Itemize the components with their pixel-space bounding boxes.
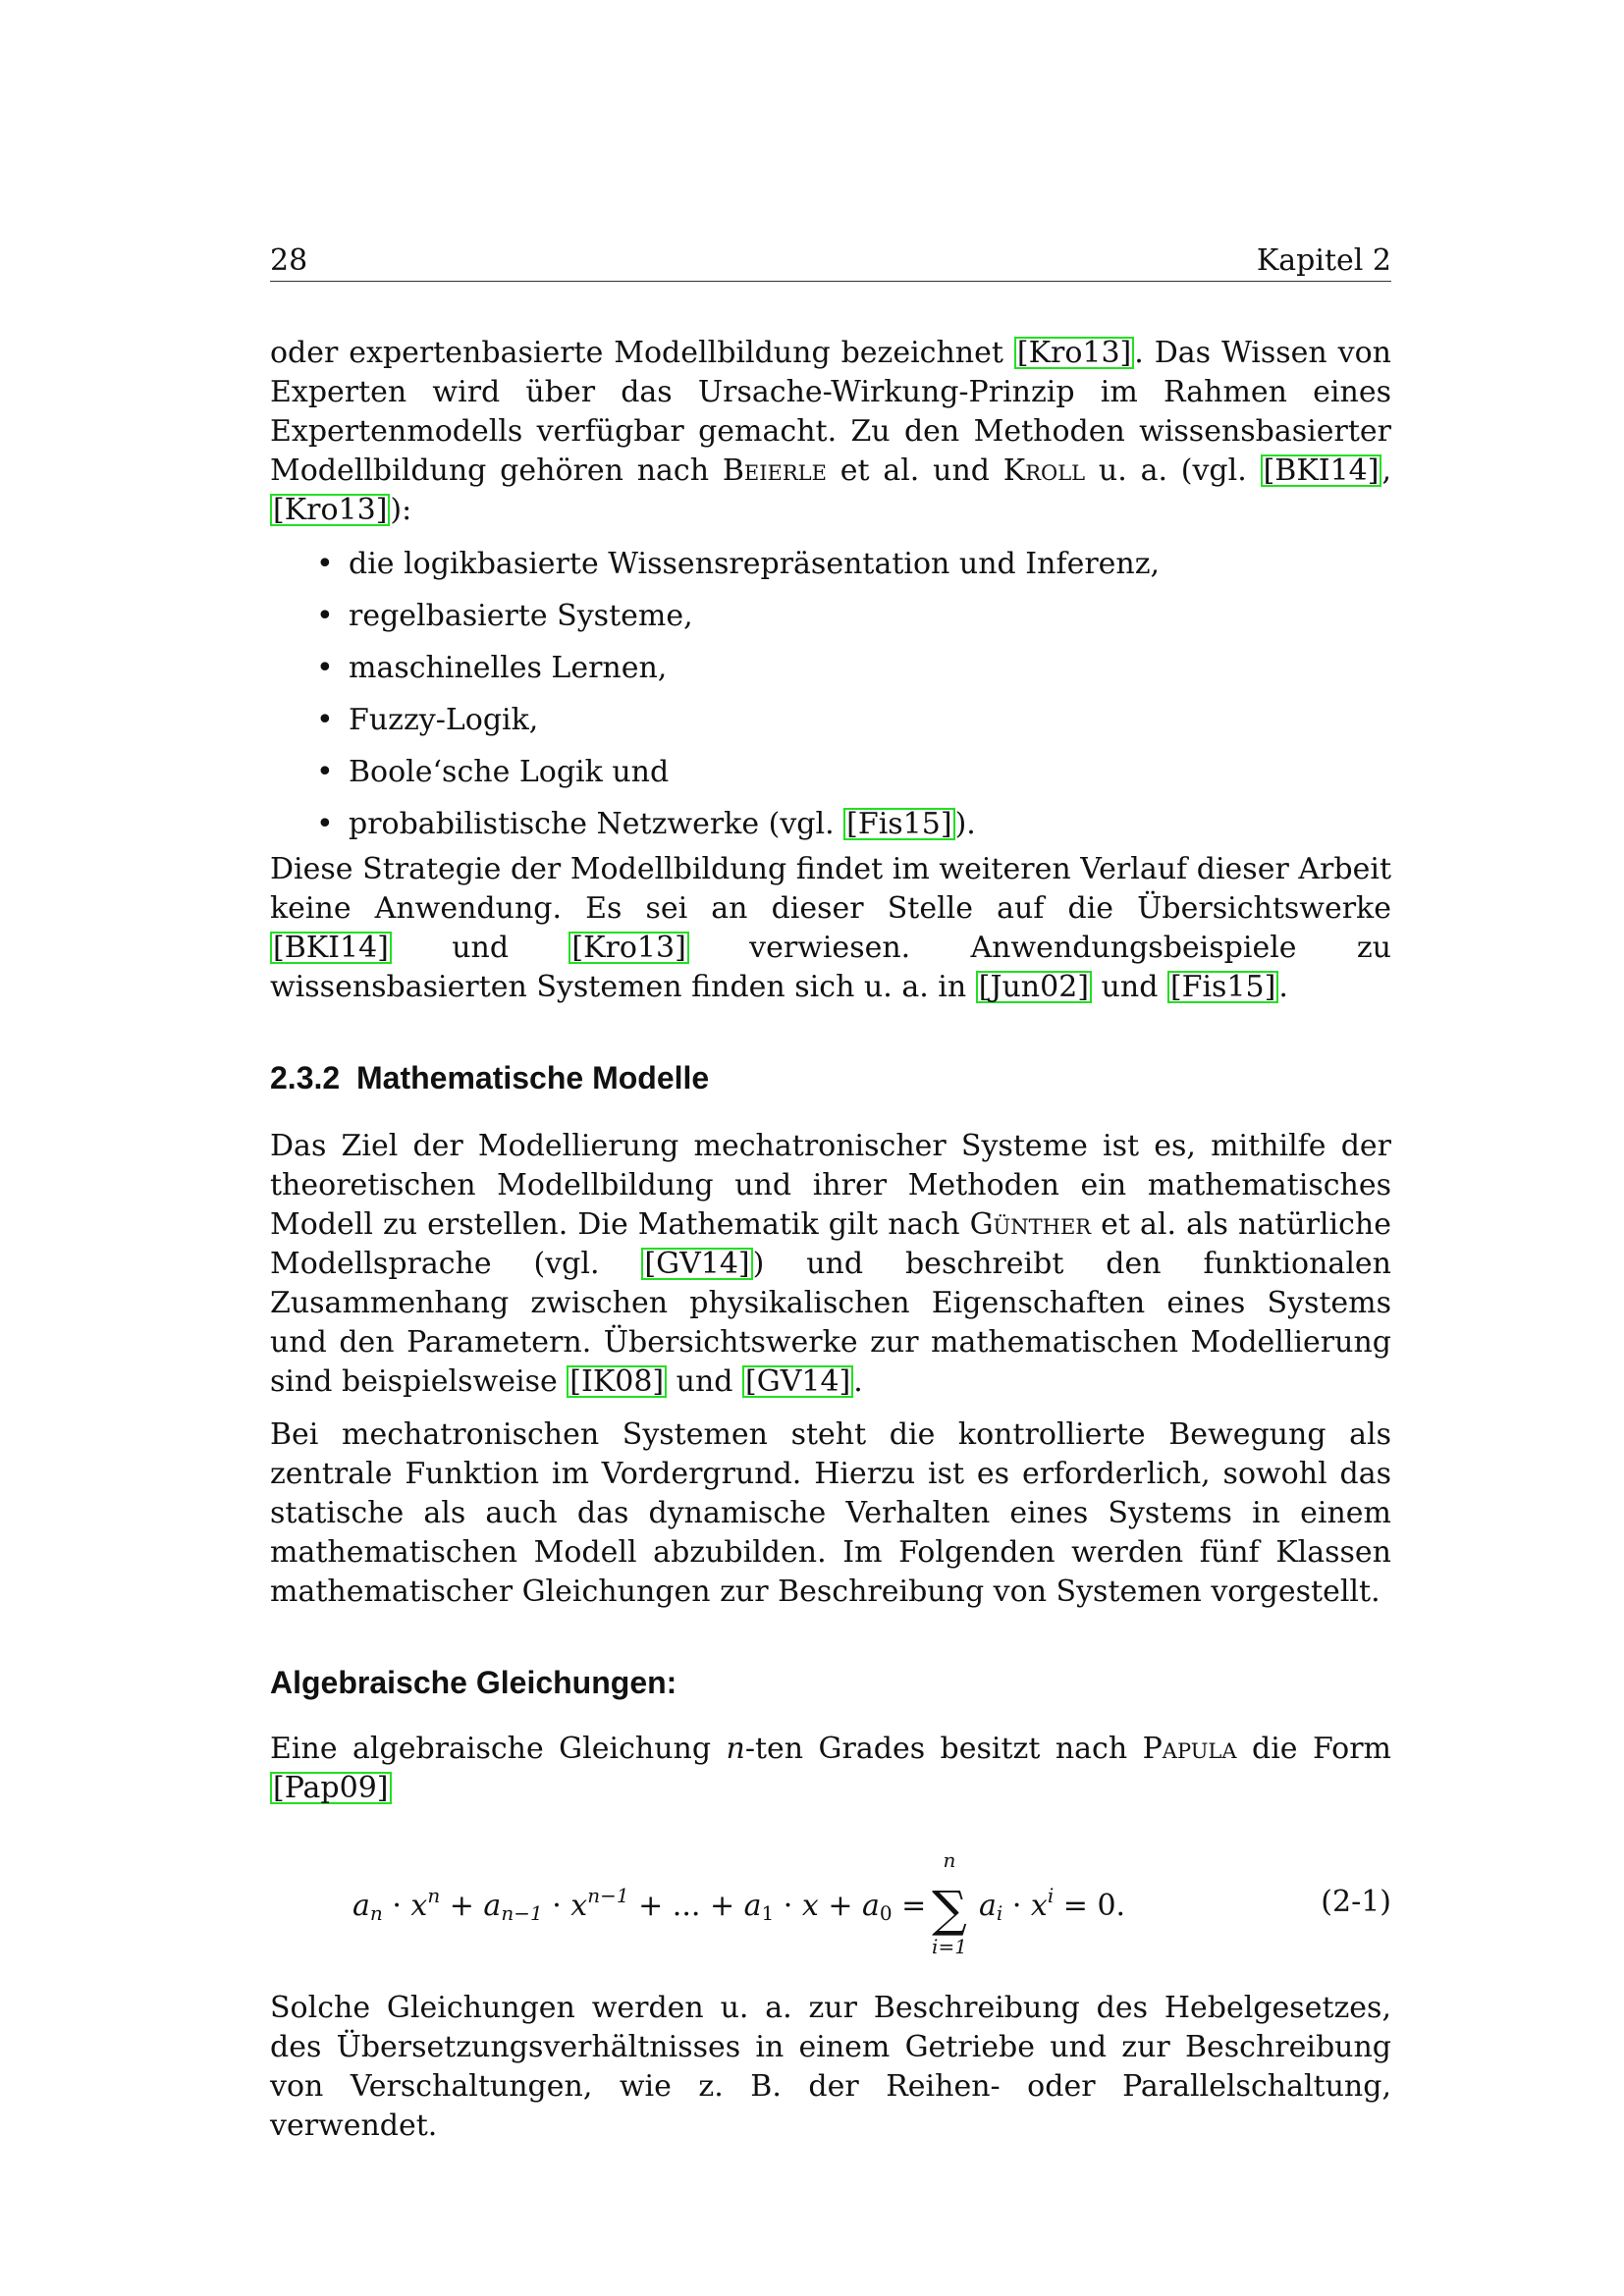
citation-bki14[interactable]: [BKI14] (270, 932, 392, 964)
section-number: 2.3.2 (270, 1060, 341, 1095)
paragraph-algebraic-intro (270, 1730, 1391, 1808)
equation-formula (352, 1843, 1236, 1961)
paragraph-mechatronic-systems: Bei mechatronischen Systemen steht die kontrollierte Bewegung als zentrale Funktion im Vordergrund. Hierzu ist es erforderlich, sowohl das statische als auch das dynamische Verhalten eines Systems in einem mathematischen Modell abzubilden. Im Folgenden werden fünf Klassen mathematischer Gleichungen zur Beschreibung von Systemen vorgestellt. (270, 1417, 1391, 1609)
text-run: ) und beschreibt den funktionalen Zusammenhang zwischen physikalischen Eigenschaften eines Systems und den Parametern. Übersichtswerke zur mathematischen Modellierung sind beispielsweise (270, 1247, 1391, 1399)
citation-ik08[interactable]: [IK08] (567, 1365, 667, 1398)
text-run: oder expertenbasierte Modellbildung bezeichnet (270, 336, 1014, 370)
author-name-kroll: Kroll (1002, 454, 1086, 488)
citation-jun02[interactable]: [Jun02] (976, 971, 1092, 1003)
text-run: . (1278, 970, 1288, 1004)
citation-pap09[interactable]: [Pap09] (270, 1772, 392, 1804)
text-run: und (1092, 970, 1167, 1004)
list-item: • Fuzzy-Logik, (270, 694, 1391, 746)
sum-upper-limit: n (943, 1848, 956, 1872)
citation-gv14[interactable]: [GV14] (742, 1365, 853, 1398)
text-run: und (667, 1364, 743, 1399)
list-item: • Boole‘sche Logik und (270, 746, 1391, 798)
text-run: , (1381, 454, 1391, 488)
author-name-papula: Papula (1142, 1732, 1237, 1766)
text-run: und (391, 931, 569, 965)
author-name-guenther: Günther (969, 1207, 1092, 1242)
citation-kro13[interactable]: [Kro13] (270, 494, 390, 526)
citation-fis15[interactable]: [Fis15] (1167, 971, 1278, 1003)
text-run: die Form (1236, 1732, 1392, 1766)
citation-kro13[interactable]: [Kro13] (1014, 337, 1134, 369)
text-run: Das Ziel der Modellierung mechatronischer Systeme ist es, mithilfe der theoretischen Modellbildung und ihrer Methoden ein mathematisches Modell zu erstellen. Die Mathematik gilt nach (270, 1129, 1391, 1242)
sum-lower-limit: i=1 (932, 1935, 967, 1958)
citation-bki14[interactable]: [BKI14] (1261, 454, 1382, 487)
paragraph-strategy-note (270, 850, 1391, 1007)
text-run: u. a. (vgl. (1085, 454, 1261, 488)
math-variable-n: n (726, 1732, 745, 1766)
text-run: Eine algebraische Gleichung (270, 1732, 727, 1766)
text-run: . (853, 1364, 863, 1399)
text-run: ): (390, 493, 412, 527)
list-item: • die logikbasierte Wissensrepräsentation und Inferenz, (270, 538, 1391, 590)
author-name-beierle: Beierle (722, 454, 827, 488)
section-heading (270, 1058, 1391, 1097)
text-run: et al. als natürliche Modellsprache (vgl. (270, 1207, 1391, 1281)
method-list (270, 538, 1391, 850)
text-run: Diese Strategie der Modellbildung findet im weiteren Verlauf dieser Arbeit keine Anwendung. Es sei an dieser Stelle auf die Übersichtswerke (270, 852, 1391, 926)
text-run: verwiesen. Anwendungsbeispiele zu wissensbasierten Systemen finden sich u. a. in (270, 931, 1391, 1004)
paragraph-modeling-goal (270, 1127, 1391, 1402)
section-title: Mathematische Modelle (356, 1060, 710, 1095)
equation-2-1 (270, 1843, 1391, 1961)
text-run: et al. und (826, 454, 1003, 488)
list-item (270, 798, 1391, 850)
chapter-label: Kapitel 2 (1256, 243, 1391, 278)
paragraph-knowledge-based-modeling (270, 334, 1391, 530)
list-item: • maschinelles Lernen, (270, 642, 1391, 694)
paragraph-applications: Solche Gleichungen werden u. a. zur Beschreibung des Hebelgesetzes, des Übersetzungsverhältnisses in einem Getriebe und zur Beschreibung von Verschaltungen, wie z. B. der Reihen- oder Parallelschaltung, verwendet. (270, 1991, 1391, 2143)
subheading-algebraic-equations: Algebraische Gleichungen: (270, 1665, 677, 1700)
equation-number: (2-1) (1321, 1885, 1391, 1919)
list-item: • regelbasierte Systeme, (270, 590, 1391, 642)
text-run: . Das Wissen von Experten wird über das Ursache-Wirkung-Prinzip im Rahmen eines Expertenmodells verfügbar gemacht. Zu den Methoden wissensbasierter Modellbildung gehören nach (270, 336, 1391, 488)
running-header (270, 241, 1391, 282)
sum-term: ai · $x^i = 0$. (979, 1884, 1126, 1925)
citation-fis15[interactable]: [Fis15] (843, 808, 954, 840)
summation-symbol: ∑ (932, 1881, 967, 1938)
text-run: ). (954, 807, 976, 841)
citation-gv14[interactable]: [GV14] (641, 1248, 752, 1280)
page-body (270, 334, 1391, 2146)
equation-equals-zero: = 0. (1062, 1889, 1126, 1923)
page-number: 28 (270, 243, 308, 278)
text-run: probabilistische Netzwerke (vgl. (349, 807, 844, 841)
equation-lhs: an · $x^n + an-1 \cdot x^{n-1}$ + ... + a1 · x + a0 = (352, 1884, 927, 1925)
citation-kro13[interactable]: [Kro13] (568, 932, 688, 964)
text-run: -ten Grades besitzt nach (744, 1732, 1143, 1766)
